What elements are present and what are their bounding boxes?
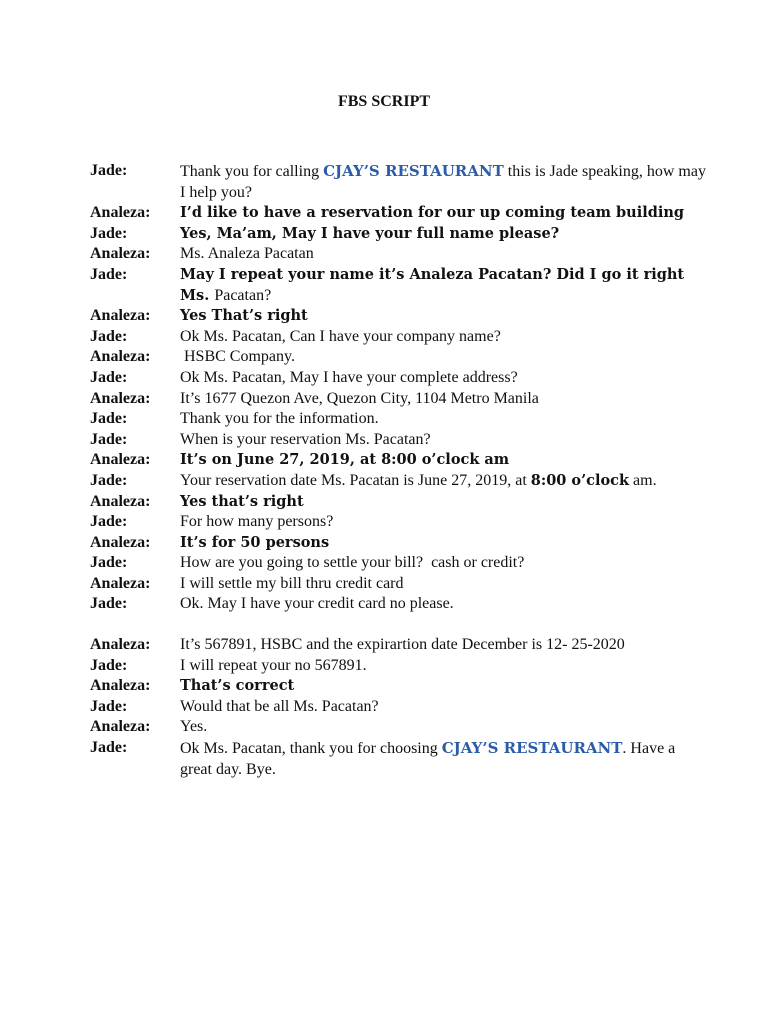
- dialogue-line: [90, 327, 710, 348]
- text-segment: Thank you for calling: [180, 163, 324, 180]
- document-title: FBS SCRIPT: [337, 93, 431, 110]
- text-segment: Your reservation date Ms. Pacatan is June 27, 2019, at: [180, 471, 531, 489]
- speaker-name: Jade:: [90, 162, 128, 179]
- dialogue-line: [90, 244, 710, 265]
- speaker-name: Jade:: [90, 327, 128, 345]
- dialogue-line: [90, 409, 710, 430]
- speaker-name: Jade:: [90, 656, 128, 674]
- dialogue-text: I will repeat your no 567891.: [180, 656, 367, 674]
- dialogue-line: [90, 553, 710, 574]
- dialogue-text: [180, 738, 710, 780]
- speaker-name: Jade:: [90, 739, 128, 757]
- text-segment: May I repeat your name it’s Analeza Pacatan? Did I go it right Ms.: [180, 265, 685, 304]
- dialogue-line: [90, 676, 710, 697]
- dialogue-text: I will settle my bill thru credit card: [180, 574, 404, 592]
- speaker-name: Jade:: [90, 513, 128, 531]
- dialogue-line: [90, 492, 710, 513]
- dialogue-text: I’d like to have a reservation for our up coming team building: [180, 204, 685, 222]
- dialogue-line: [90, 224, 710, 245]
- dialogue-line: [90, 574, 710, 595]
- dialogue-text: HSBC Company.: [180, 348, 295, 366]
- dialogue-line: [90, 471, 710, 492]
- dialogue-line: [90, 697, 710, 718]
- speaker-name: Analeza:: [90, 204, 151, 222]
- speaker-name: Analeza:: [90, 245, 151, 263]
- dialogue-text: When is your reservation Ms. Pacatan?: [180, 430, 431, 448]
- speaker-name: Analeza:: [90, 307, 151, 325]
- dialogue-line: [90, 450, 710, 471]
- dialogue-line: [90, 512, 710, 533]
- speaker-name: Analeza:: [90, 636, 151, 654]
- dialogue-text: Ok. May I have your credit card no please.: [180, 595, 454, 613]
- dialogue-line: [90, 389, 710, 410]
- speaker-name: Jade:: [90, 554, 128, 572]
- speaker-name: Jade:: [90, 697, 128, 715]
- speaker-name: Jade:: [90, 430, 128, 448]
- speaker-name: Jade:: [90, 410, 128, 428]
- dialogue-line: [90, 161, 710, 203]
- dialogue-text: [180, 265, 710, 306]
- restaurant-name: CJAY’S RESTAURANT: [441, 739, 623, 758]
- text-segment: . Have a great day. Bye.: [180, 740, 676, 778]
- restaurant-name: CJAY’S RESTAURANT: [323, 162, 504, 180]
- dialogue-text: For how many persons?: [180, 513, 334, 531]
- dialogue-line: [90, 265, 710, 306]
- speaker-name: Analeza:: [90, 348, 151, 366]
- dialogue-line: [90, 738, 710, 780]
- speaker-name: Jade:: [90, 265, 128, 283]
- dialogue-text: [180, 161, 710, 203]
- dialogue-line: [90, 656, 710, 677]
- dialogue-text: Ok Ms. Pacatan, Can I have your company name?: [180, 327, 501, 345]
- text-segment: Pacatan?: [214, 286, 272, 304]
- dialogue-text: Ok Ms. Pacatan, May I have your complete address?: [180, 368, 518, 386]
- text-segment: Ok Ms. Pacatan, thank you for choosing: [180, 740, 442, 758]
- dialogue-script: [90, 161, 710, 780]
- dialogue-text: It’s for 50 persons: [180, 533, 330, 551]
- dialogue-text: Yes That’s right: [180, 307, 308, 325]
- dialogue-text: It’s on June 27, 2019, at 8:00 o’clock am: [180, 451, 510, 469]
- dialogue-text: Ms. Analeza Pacatan: [180, 245, 314, 263]
- speaker-name: Analeza:: [90, 533, 151, 551]
- speaker-name: Jade:: [90, 224, 128, 242]
- dialogue-line: [90, 347, 710, 368]
- dialogue-text: It’s 1677 Quezon Ave, Quezon City, 1104 Metro Manila: [180, 389, 539, 407]
- speaker-name: Analeza:: [90, 574, 151, 592]
- text-segment: am.: [629, 471, 657, 489]
- dialogue-text: Yes that’s right: [180, 492, 304, 510]
- dialogue-text: That’s correct: [180, 677, 295, 695]
- speaker-name: Analeza:: [90, 389, 151, 407]
- speaker-name: Jade:: [90, 368, 128, 386]
- dialogue-line: [90, 203, 710, 224]
- dialogue-text: [180, 471, 710, 492]
- speaker-name: Analeza:: [90, 492, 151, 510]
- dialogue-line: [90, 717, 710, 738]
- speaker-name: Analeza:: [90, 718, 151, 736]
- dialogue-line: [90, 635, 710, 656]
- dialogue-text: It’s 567891, HSBC and the expirartion date December is 12- 25-2020: [180, 636, 625, 654]
- dialogue-line: [90, 533, 710, 554]
- dialogue-text: Yes, Ma’am, May I have your full name please?: [180, 224, 560, 242]
- dialogue-text: Yes.: [180, 718, 208, 736]
- dialogue-line: [90, 430, 710, 451]
- dialogue-text: Would that be all Ms. Pacatan?: [180, 697, 379, 715]
- dialogue-text: How are you going to settle your bill? cash or credit?: [180, 554, 525, 572]
- text-segment: this is Jade speaking, how may I help you?: [180, 163, 706, 201]
- speaker-name: Jade:: [90, 595, 128, 613]
- text-segment: 8:00 o’clock: [530, 471, 630, 489]
- dialogue-line: [90, 368, 710, 389]
- dialogue-line: [90, 594, 710, 615]
- speaker-name: Analeza:: [90, 677, 151, 695]
- dialogue-text: Thank you for the information.: [180, 410, 379, 428]
- dialogue-line: [90, 306, 710, 327]
- speaker-name: Jade:: [90, 471, 128, 489]
- speaker-name: Analeza:: [90, 451, 151, 469]
